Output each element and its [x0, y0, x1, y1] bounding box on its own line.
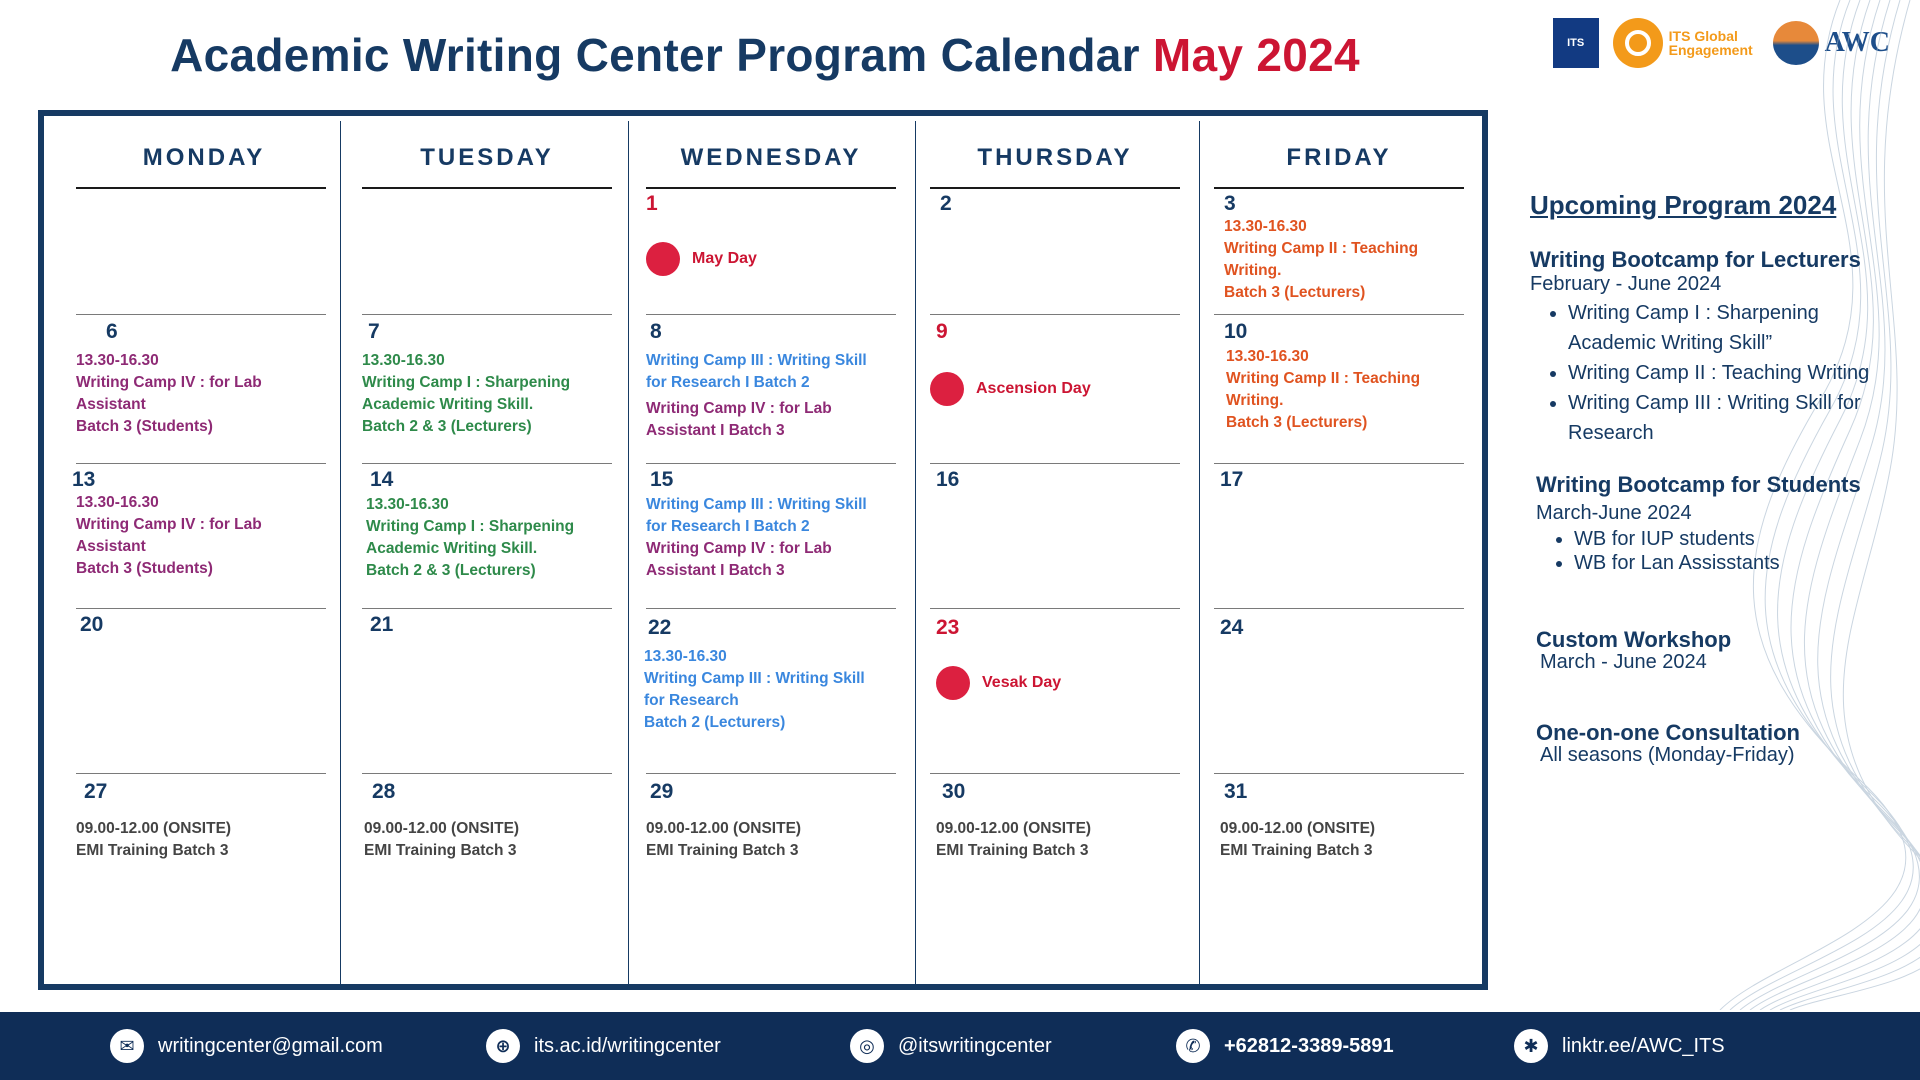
date-number: 13 [72, 468, 96, 491]
day-cell-22[interactable] [644, 616, 865, 734]
day-cell-29[interactable] [646, 780, 801, 862]
date-number: 24 [1220, 616, 1244, 639]
email-icon: ✉ [110, 1029, 144, 1063]
event [76, 350, 262, 438]
row-divider [930, 463, 1180, 464]
day-header-friday: FRIDAY [1286, 144, 1392, 171]
event-line: Academic Writing Skill. [366, 540, 538, 557]
row-divider [76, 314, 326, 315]
event-line: Writing Camp IV : for Lab [646, 540, 832, 557]
row-divider [930, 314, 1180, 315]
event [644, 646, 865, 734]
event-line: EMI Training Batch 3 [364, 842, 517, 859]
day-header-wednesday: WEDNESDAY [680, 144, 862, 171]
awc-logo-text: AWC [1824, 27, 1890, 58]
event [72, 492, 262, 580]
lecturers-bootcamp [1530, 247, 1900, 448]
day-cell-13[interactable] [72, 468, 262, 580]
day-cell-7[interactable] [362, 320, 570, 438]
holiday-name: May Day [692, 250, 757, 267]
event-line: Assistant I Batch 3 [646, 422, 785, 439]
event-line: Batch 3 (Lecturers) [1224, 284, 1366, 301]
students-bootcamp [1530, 472, 1900, 575]
day-cell-30[interactable] [936, 780, 1091, 862]
holiday-dot-icon [646, 242, 680, 276]
row-divider [646, 314, 896, 315]
event-line: Writing Camp IV : for Lab [76, 516, 262, 533]
event-line: Batch 2 & 3 (Lecturers) [362, 418, 532, 435]
day-cell-10[interactable] [1224, 320, 1420, 434]
global-engagement-text: ITS Global Engagement [1668, 28, 1753, 58]
day-cell-23[interactable] [936, 616, 1061, 700]
event-time: 13.30-16.30 [644, 648, 727, 665]
global-engagement-icon [1613, 18, 1663, 68]
holiday-dot-icon [936, 666, 970, 700]
day-cell-9[interactable] [930, 320, 1091, 406]
linktree-icon: ✱ [1514, 1029, 1548, 1063]
date-number: 10 [1224, 320, 1248, 343]
event-line: Assistant I Batch 3 [646, 562, 785, 579]
event-line: Writing Camp III : Writing Skill [646, 496, 867, 513]
event-time: 13.30-16.30 [76, 352, 159, 369]
instagram-text: @itswritingcenter [898, 1034, 1052, 1057]
holiday [936, 666, 1061, 700]
custom-workshop-period: March - June 2024 [1540, 651, 1707, 673]
date-number: 29 [650, 780, 674, 803]
event-time: 09.00-12.00 (ONSITE) [936, 820, 1092, 837]
row-divider [362, 773, 612, 774]
day-cell-6[interactable] [76, 320, 262, 438]
event [646, 538, 867, 582]
row-divider [76, 463, 326, 464]
event-line: Writing. [1224, 262, 1282, 279]
header-underline [362, 187, 612, 189]
consultation [1530, 720, 1900, 767]
event-line: EMI Training Batch 3 [646, 842, 799, 859]
date-number: 21 [370, 613, 394, 636]
event [646, 350, 867, 394]
event-line: for Research I Batch 2 [646, 518, 810, 535]
event [646, 494, 867, 538]
event [646, 398, 867, 442]
event-line: Writing Camp III : Writing Skill [646, 352, 867, 369]
day-cell-16[interactable] [936, 468, 959, 492]
holiday-dot-icon [930, 372, 964, 406]
event-time: 13.30-16.30 [362, 352, 445, 369]
event-line: EMI Training Batch 3 [1220, 842, 1373, 859]
event-time: 09.00-12.00 (ONSITE) [1220, 820, 1376, 837]
students-bootcamp-heading: Writing Bootcamp for Students [1536, 472, 1861, 497]
list-item: • WB for Lan Assisstants [1574, 551, 1900, 575]
date-number: 1 [646, 192, 658, 215]
row-divider [362, 608, 612, 609]
event-line: Assistant [76, 396, 146, 413]
event [362, 350, 570, 438]
row-divider [646, 463, 896, 464]
lecturers-bootcamp-list [1530, 298, 1900, 448]
event-line: Assistant [76, 538, 146, 555]
calendar-grid [38, 110, 1488, 990]
event-line: Writing Camp IV : for Lab [76, 374, 262, 391]
day-header-thursday: THURSDAY [977, 144, 1133, 171]
event-line: Batch 3 (Students) [76, 560, 213, 577]
date-number: 30 [942, 780, 966, 803]
event-line: Batch 2 & 3 (Lecturers) [366, 562, 536, 579]
column-divider [628, 121, 629, 989]
upcoming-program-sidebar [1530, 190, 1900, 767]
day-cell-15[interactable] [646, 468, 867, 582]
list-item: • WB for IUP students [1574, 527, 1900, 551]
date-number: 2 [940, 192, 952, 215]
date-number: 16 [936, 468, 960, 491]
its-logo [1553, 18, 1599, 68]
date-number: 17 [1220, 468, 1244, 491]
footer-linktree[interactable] [1514, 1012, 1725, 1080]
students-bootcamp-list [1536, 527, 1900, 575]
day-cell-20[interactable] [80, 613, 103, 637]
date-number: 3 [1224, 192, 1236, 215]
day-cell-28[interactable] [364, 780, 519, 862]
event-line: Academic Writing Skill. [362, 396, 534, 413]
row-divider [930, 608, 1180, 609]
event-time: 13.30-16.30 [1224, 218, 1307, 235]
event-line: Writing. [1226, 392, 1284, 409]
row-divider [930, 773, 1180, 774]
custom-workshop-heading: Custom Workshop [1536, 627, 1732, 652]
custom-workshop [1530, 627, 1900, 674]
event-line: Writing Camp IV : for Lab [646, 400, 832, 417]
consultation-period: All seasons (Monday-Friday) [1540, 744, 1795, 766]
event [366, 494, 574, 582]
event-line: Batch 2 (Lecturers) [644, 714, 786, 731]
row-divider [1214, 463, 1464, 464]
event-line: Writing Camp II : Teaching [1226, 370, 1421, 387]
phone-icon: ✆ [1176, 1029, 1210, 1063]
date-number: 31 [1224, 780, 1248, 803]
event-line: Writing Camp I : Sharpening [366, 518, 575, 535]
column-divider [915, 121, 916, 989]
students-bootcamp-period: March-June 2024 [1536, 502, 1692, 524]
event-time: 13.30-16.30 [366, 496, 449, 513]
day-cell-3[interactable] [1224, 192, 1418, 304]
its-logo-mark: ITS [1553, 18, 1599, 68]
row-divider [1214, 608, 1464, 609]
footer-website[interactable] [486, 1012, 721, 1080]
list-item: • Writing Camp I : Sharpening Academic Writing Skill” [1568, 298, 1900, 358]
event [76, 818, 231, 862]
email-text: writingcenter@gmail.com [158, 1034, 383, 1057]
header-underline [930, 187, 1180, 189]
sidebar-title: Upcoming Program 2024 [1530, 190, 1837, 220]
header-underline [76, 187, 326, 189]
event-time: 13.30-16.30 [76, 494, 159, 511]
header-underline [1214, 187, 1464, 189]
linktree-text: linktr.ee/AWC_ITS [1562, 1034, 1725, 1057]
column-divider [1199, 121, 1200, 989]
event [1220, 818, 1375, 862]
day-header-tuesday: TUESDAY [420, 144, 554, 171]
list-item: • Writing Camp II : Teaching Writing [1568, 358, 1900, 388]
event-line: Writing Camp II : Teaching [1224, 240, 1419, 257]
event [646, 818, 801, 862]
date-number: 28 [372, 780, 396, 803]
event-line: EMI Training Batch 3 [76, 842, 229, 859]
day-cell-24[interactable] [1220, 616, 1243, 640]
column-divider [340, 121, 341, 989]
event [1224, 346, 1420, 434]
footer-instagram[interactable] [850, 1012, 1052, 1080]
date-number: 9 [936, 320, 948, 343]
date-number: 15 [650, 468, 674, 491]
event-time: 09.00-12.00 (ONSITE) [646, 820, 802, 837]
row-divider [1214, 314, 1464, 315]
globe-icon: ⊕ [486, 1029, 520, 1063]
event-time: 13.30-16.30 [1226, 348, 1309, 365]
date-number: 22 [648, 616, 672, 639]
day-cell-27[interactable] [76, 780, 231, 862]
row-divider [646, 608, 896, 609]
event [936, 818, 1091, 862]
footer-phone[interactable] [1176, 1012, 1394, 1080]
event-line: Writing Camp III : Writing Skill [644, 670, 865, 687]
page-title [130, 28, 1400, 82]
consultation-heading: One-on-one Consultation [1536, 720, 1800, 745]
holiday [646, 242, 757, 276]
day-cell-17[interactable] [1220, 468, 1243, 492]
date-number: 7 [368, 320, 380, 343]
day-cell-31[interactable] [1220, 780, 1375, 862]
row-divider [362, 314, 612, 315]
row-divider [76, 608, 326, 609]
event [364, 818, 519, 862]
day-cell-8[interactable] [646, 320, 867, 442]
date-number: 23 [936, 616, 960, 639]
day-header-monday: MONDAY [142, 144, 266, 171]
event-time: 09.00-12.00 (ONSITE) [364, 820, 520, 837]
row-divider [646, 773, 896, 774]
event [1224, 216, 1418, 304]
day-cell-21[interactable] [370, 613, 393, 637]
instagram-icon: ◎ [850, 1029, 884, 1063]
phone-text: +62812-3389-5891 [1224, 1034, 1394, 1057]
row-divider [362, 463, 612, 464]
title-month: May 2024 [1152, 29, 1360, 81]
day-cell-14[interactable] [366, 468, 574, 582]
list-item: • Writing Camp III : Writing Skill for Research [1568, 388, 1900, 448]
event-line: for Research I Batch 2 [646, 374, 810, 391]
date-number: 8 [650, 320, 662, 343]
day-cell-1[interactable] [646, 192, 757, 276]
lecturers-bootcamp-heading: Writing Bootcamp for Lecturers [1530, 247, 1861, 272]
row-divider [1214, 773, 1464, 774]
date-number: 27 [84, 780, 108, 803]
holiday-name: Vesak Day [982, 674, 1062, 691]
lecturers-bootcamp-period: February - June 2024 [1530, 273, 1722, 295]
event-line: EMI Training Batch 3 [936, 842, 1089, 859]
header-underline [646, 187, 896, 189]
footer-bar [0, 1012, 1920, 1080]
event-line: for Research [644, 692, 739, 709]
date-number: 14 [370, 468, 394, 491]
event-line: Writing Camp I : Sharpening [362, 374, 571, 391]
holiday-name: Ascension Day [976, 380, 1091, 397]
website-text: its.ac.id/writingcenter [534, 1034, 721, 1057]
footer-email[interactable] [110, 1012, 383, 1080]
row-divider [76, 773, 326, 774]
event-line: Batch 3 (Students) [76, 418, 213, 435]
event-time: 09.00-12.00 (ONSITE) [76, 820, 232, 837]
event-line: Batch 3 (Lecturers) [1226, 414, 1368, 431]
date-number: 20 [80, 613, 104, 636]
title-main: Academic Writing Center Program Calendar [170, 29, 1140, 81]
date-number: 6 [106, 320, 118, 343]
holiday [930, 372, 1091, 406]
day-cell-2[interactable] [940, 192, 952, 216]
